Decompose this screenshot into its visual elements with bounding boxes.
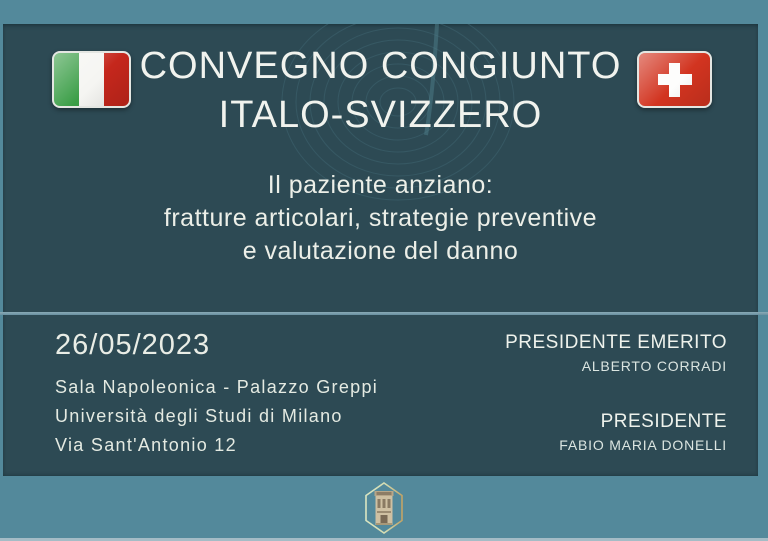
switzerland-flag-icon — [637, 51, 712, 108]
official-role: PRESIDENTE — [600, 411, 727, 432]
subtitle-line-1: Il paziente anziano: — [267, 171, 494, 199]
title-line-1: CONVEGNO CONGIUNTO — [139, 45, 622, 87]
hexagon-building-emblem-icon — [364, 482, 404, 534]
official-role: PRESIDENTE EMERITO — [505, 332, 727, 353]
subtitle-line-2: fratture articolari, strategie preventive — [163, 204, 598, 232]
event-address: Via Sant'Antonio 12 — [55, 435, 237, 455]
event-date: 26/05/2023 — [55, 329, 211, 361]
event-university: Università degli Studi di Milano — [55, 406, 343, 426]
event-venue: Sala Napoleonica - Palazzo Greppi — [55, 377, 379, 397]
flag-gloss — [639, 53, 710, 106]
event-info-block — [55, 329, 378, 460]
building-facade-illustration — [375, 491, 394, 525]
official-president — [505, 410, 727, 455]
official-name: FABIO MARIA DONELLI — [559, 437, 727, 453]
poster-subtitle — [3, 169, 758, 268]
officials-block — [505, 331, 727, 455]
subtitle-line-3: e valutazione del danno — [242, 237, 519, 265]
title-line-2: ITALO-SVIZZERO — [218, 94, 543, 136]
official-president-emeritus — [505, 331, 727, 376]
horizontal-divider — [0, 312, 768, 315]
official-name: ALBERTO CORRADI — [581, 358, 727, 374]
